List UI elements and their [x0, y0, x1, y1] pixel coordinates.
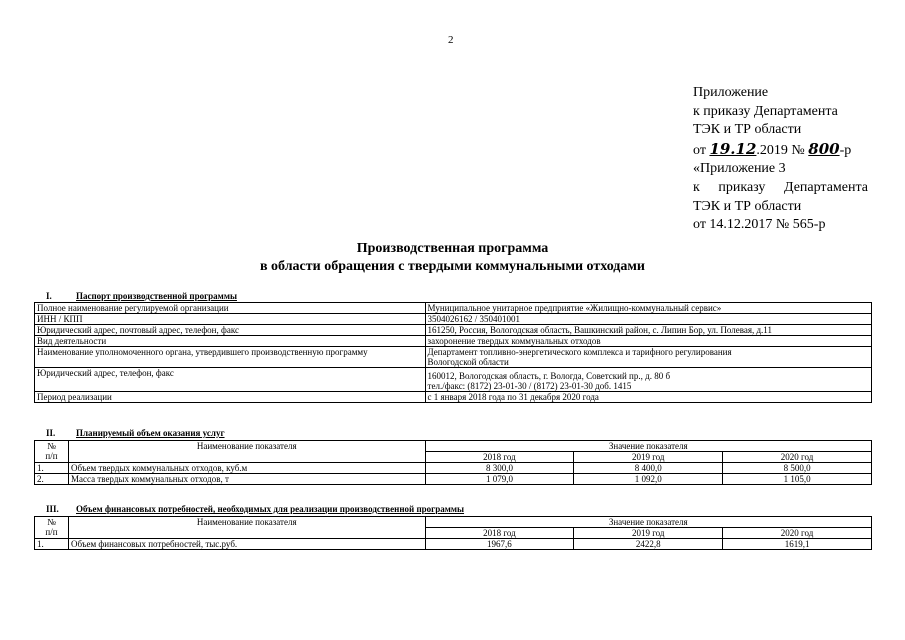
header-text: №	[47, 517, 56, 527]
section-title: Паспорт производственной программы	[76, 291, 237, 301]
table-row	[35, 539, 872, 550]
table-row	[35, 314, 872, 325]
page-number: 2	[448, 34, 454, 46]
year-header: 2018 год	[425, 528, 574, 539]
label-cell: Вид деятельности	[35, 336, 426, 347]
appendix-line-justified	[693, 179, 868, 198]
appendix-block	[693, 84, 868, 235]
section-number: I.	[46, 291, 52, 301]
year-header: 2019 год	[574, 452, 723, 463]
col-name-header: Наименование показателя	[68, 517, 425, 539]
table-row	[35, 392, 872, 403]
value-cell	[425, 368, 871, 392]
order-suffix: -р	[839, 142, 852, 158]
label-cell: Полное наименование регулируемой организации	[35, 303, 426, 314]
value-cell: 3504026162 / 350401001	[425, 314, 871, 325]
row-value: 8 400,0	[574, 463, 723, 474]
year-header: 2019 год	[574, 528, 723, 539]
col-num-header	[35, 517, 69, 539]
year-header: 2020 год	[723, 528, 872, 539]
row-num: 1.	[35, 463, 69, 474]
value-line: Вологодской области	[427, 357, 509, 367]
services-volume-table	[34, 440, 872, 485]
value-cell: захоронение твердых коммунальных отходов	[425, 336, 871, 347]
row-name: Объем финансовых потребностей, тыс.руб.	[68, 539, 425, 550]
order-prefix: от	[693, 142, 706, 158]
row-value: 8 500,0	[723, 463, 872, 474]
appendix-line: ТЭК и ТР области	[693, 122, 802, 138]
row-name: Масса твердых коммунальных отходов, т	[68, 474, 425, 485]
appendix-word: к	[693, 179, 700, 195]
row-value: 1 105,0	[723, 474, 872, 485]
table-row	[35, 368, 872, 392]
section-title: Планируемый объем оказания услуг	[76, 428, 225, 438]
section-2-heading	[34, 428, 225, 438]
table-header-row	[35, 517, 872, 528]
label-cell: Наименование уполномоченного органа, утвердившего производственную программу	[35, 347, 426, 368]
passport-table	[34, 302, 872, 403]
table-row	[35, 474, 872, 485]
col-value-header: Значение показателя	[425, 441, 871, 452]
row-value: 1 092,0	[574, 474, 723, 485]
order-year: .2019 №	[756, 142, 805, 158]
handwritten-number: 800	[808, 139, 840, 158]
appendix-line: к приказу Департамента	[693, 103, 838, 119]
row-num: 1.	[35, 539, 69, 550]
section-number: II.	[46, 428, 56, 438]
label-cell: Юридический адрес, почтовый адрес, телефон, факс	[35, 325, 426, 336]
title-line: в области обращения с твердыми коммунальными отходами	[259, 259, 645, 274]
section-3-heading	[34, 504, 464, 514]
value-cell: Муниципальное унитарное предприятие «Жилищно-коммунальный сервис»	[425, 303, 871, 314]
value-cell: 161250, Россия, Вологодская область, Вашкинский район, с. Липин Бор, ул. Полевая, д.11	[425, 325, 871, 336]
table-row	[35, 303, 872, 314]
row-value: 1967,6	[425, 539, 574, 550]
section-1-heading	[34, 291, 237, 301]
row-value: 8 300,0	[425, 463, 574, 474]
appendix-line: от 14.12.2017 № 565-р	[693, 217, 826, 233]
value-line: Департамент топливно-энергетического комплекса и тарифного регулирования	[427, 347, 732, 357]
table-row	[35, 336, 872, 347]
document-title	[0, 240, 905, 276]
row-value: 1619,1	[723, 539, 872, 550]
row-value: 1 079,0	[425, 474, 574, 485]
row-value: 2422,8	[574, 539, 723, 550]
value-line: тел./факс: (8172) 23-01-30 / (8172) 23-01-30 доб. 1415	[427, 381, 632, 391]
header-text: №	[47, 441, 56, 451]
value-cell: с 1 января 2018 года по 31 декабря 2020 года	[425, 392, 871, 403]
value-line: 160012, Вологодская область, г. Вологда, Советский пр., д. 80 б	[427, 371, 671, 381]
header-text: п/п	[45, 451, 58, 461]
label-cell: ИНН / КПП	[35, 314, 426, 325]
label-cell: Юридический адрес, телефон, факс	[35, 368, 426, 392]
row-num: 2.	[35, 474, 69, 485]
table-header-row	[35, 441, 872, 452]
appendix-word: приказу	[718, 179, 766, 195]
table-row	[35, 347, 872, 368]
col-value-header: Значение показателя	[425, 517, 871, 528]
order-date-line	[693, 140, 868, 161]
row-name: Объем твердых коммунальных отходов, куб.м	[68, 463, 425, 474]
handwritten-date: 19.12	[709, 139, 757, 158]
financial-needs-table	[34, 516, 872, 550]
appendix-line: «Приложение 3	[693, 161, 786, 177]
appendix-line: Приложение	[693, 85, 769, 100]
appendix-line: ТЭК и ТР области	[693, 198, 802, 214]
table-row	[35, 325, 872, 336]
header-text: п/п	[45, 527, 58, 537]
title-line: Производственная программа	[356, 241, 549, 256]
col-num-header	[35, 441, 69, 463]
year-header: 2020 год	[723, 452, 872, 463]
section-number: III.	[46, 504, 59, 514]
label-cell: Период реализации	[35, 392, 426, 403]
col-name-header: Наименование показателя	[68, 441, 425, 463]
year-header: 2018 год	[425, 452, 574, 463]
appendix-word: Департамента	[783, 179, 868, 195]
value-cell	[425, 347, 871, 368]
table-row	[35, 463, 872, 474]
section-title: Объем финансовых потребностей, необходимых для реализации производственной программы	[76, 504, 465, 514]
